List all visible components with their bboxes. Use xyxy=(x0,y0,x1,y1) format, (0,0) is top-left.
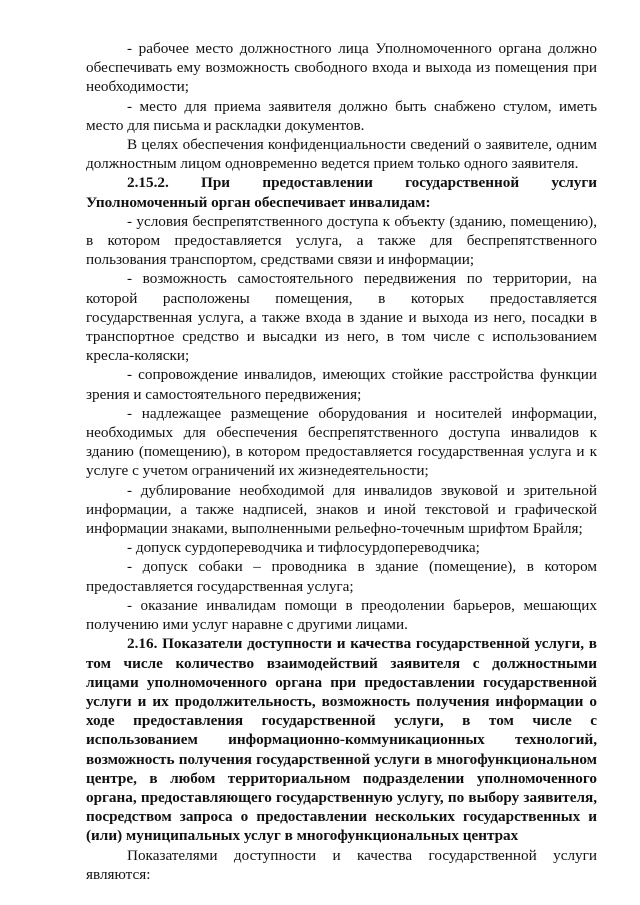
paragraph-equipment-placement: - надлежащее размещение оборудования и носителей информации, необходимых для обеспечения беспрепятственного доступа инвалидов к зданию (помещению), в котором предоставляется государственная услуга и к услуге с учетом ограничений их жизнедеятельности; xyxy=(86,404,597,480)
paragraph-workplace-access: - рабочее место должностного лица Уполномоченного органа должно обеспечивать ему возможность свободного входа и выхода из помещения при необходимости; xyxy=(86,40,597,96)
section-2-15-2-heading: 2.15.2. При предоставлении государственной услуги Уполномоченный орган обеспечивает инвалидам: xyxy=(86,174,597,211)
paragraph-independent-movement: - возможность самостоятельного передвижения по территории, на которой расположены помещения, в которых предоставляется государственная услуга, а также входа в здание и выхода из него, посадки в транспортное средство и высадки из него, в том числе с использованием кресла-коляски; xyxy=(86,270,597,365)
document-page xyxy=(86,39,597,884)
paragraph-escort: - сопровождение инвалидов, имеющих стойкие расстройства функции зрения и самостоятельного передвижения; xyxy=(86,366,597,403)
paragraph-guide-dog: - допуск собаки – проводника в здание (помещение), в котором предоставляется государственная услуга; xyxy=(86,558,597,595)
paragraph-assistance: - оказание инвалидам помощи в преодолении барьеров, мешающих получению ими услуг наравне с другими лицами. xyxy=(86,596,597,634)
paragraph-indicators: Показателями доступности и качества государственной услуги являются: xyxy=(86,846,597,883)
paragraph-sign-interpreter: - допуск сурдопереводчика и тифлосурдопереводчика; xyxy=(127,539,480,557)
paragraph-information-duplication: - дублирование необходимой для инвалидов звуковой и зрительной информации, а также надписей, знаков и иной текстовой и графической информации знаками, выполненными рельефно-точечным шрифтом Брайля; xyxy=(86,481,597,538)
paragraph-confidentiality: В целях обеспечения конфиденциальности сведений о заявителе, одним должностным лицом одновременно ведется прием только одного заявителя. xyxy=(86,136,597,173)
section-2-16-heading: 2.16. Показатели доступности и качества государственной услуги, в том числе количество взаимодействий заявителя с должностными лицами уполномоченного органа при предоставлении государственной услуги и их продолжительность, возможность получения информации о ходе предоставления государственной услуги, в том числе с использованием информационно-коммуникационных технологий, возможность получения государственной услуги в многофункциональном центре, в любом территориальном подразделении уполномоченного органа, предоставляющего государственную услугу, по выбору заявителя, посредством запроса о предоставлении нескольких государственных и (или) муниципальных услуг в многофункциональных центрах xyxy=(86,635,597,845)
paragraph-barrier-free-access: - условия беспрепятственного доступа к объекту (зданию, помещению), в котором предоставляется услуга, а также для беспрепятственного пользования транспортом, средствами связи и информации; xyxy=(86,212,597,269)
paragraph-reception-place: - место для приема заявителя должно быть снабжено стулом, иметь место для письма и раскладки документов. xyxy=(86,97,597,134)
